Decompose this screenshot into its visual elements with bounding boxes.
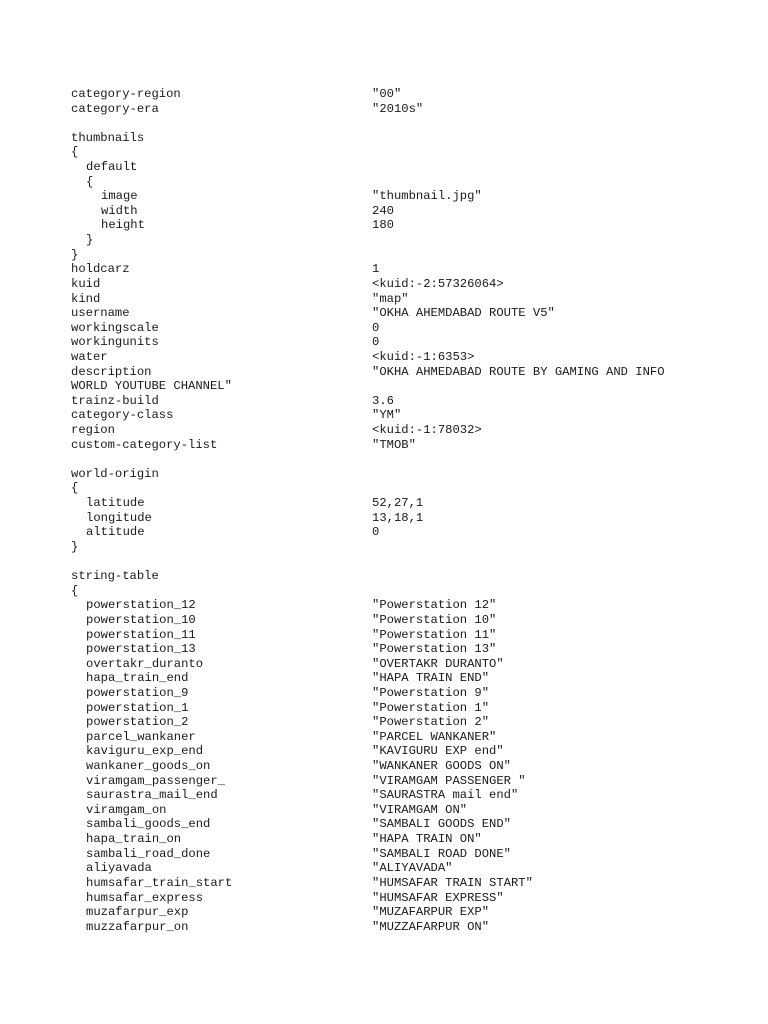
config-value: "00" bbox=[372, 87, 402, 101]
config-line bbox=[71, 467, 751, 482]
config-line bbox=[71, 102, 751, 117]
config-line bbox=[71, 452, 751, 467]
config-value: "HAPA TRAIN END" bbox=[372, 671, 490, 686]
config-key: hapa_train_end bbox=[86, 671, 189, 686]
config-key: WORLD YOUTUBE CHANNEL" bbox=[71, 379, 232, 394]
config-key: region bbox=[71, 423, 115, 438]
config-key: powerstation_10 bbox=[86, 612, 196, 627]
config-value: "OKHA AHMEDABAD ROUTE BY GAMING AND INFO bbox=[372, 364, 665, 379]
config-key: hapa_train_on bbox=[86, 832, 182, 847]
config-key: holdcarz bbox=[71, 262, 130, 277]
config-key: sambali_goods_end bbox=[86, 817, 211, 832]
config-value: 0 bbox=[372, 335, 380, 350]
config-value: "2010s" bbox=[372, 101, 424, 116]
config-line bbox=[71, 306, 751, 321]
config-key: category-era bbox=[71, 101, 159, 116]
config-key: category-region bbox=[71, 87, 181, 101]
config-key: default bbox=[86, 160, 138, 175]
config-key: humsafar_express bbox=[86, 890, 204, 905]
config-line bbox=[71, 145, 751, 160]
config-line bbox=[71, 759, 751, 774]
config-line bbox=[71, 920, 751, 935]
config-value: 13,18,1 bbox=[372, 510, 424, 525]
config-value: "Powerstation 13" bbox=[372, 642, 497, 657]
config-key: altitude bbox=[86, 525, 145, 540]
config-key: saurastra_mail_end bbox=[86, 788, 218, 803]
config-key: kind bbox=[71, 291, 101, 306]
config-value: "TMOB" bbox=[372, 437, 416, 452]
config-key: { bbox=[86, 174, 94, 189]
config-value: <kuid:-2:57326064> bbox=[372, 276, 504, 291]
config-key: workingunits bbox=[71, 335, 159, 350]
config-line bbox=[71, 555, 751, 570]
config-line bbox=[71, 671, 751, 686]
config-value: "Powerstation 9" bbox=[372, 685, 490, 700]
config-line bbox=[71, 832, 751, 847]
config-line bbox=[71, 350, 751, 365]
config-key: height bbox=[101, 218, 145, 233]
config-value: 0 bbox=[372, 525, 380, 540]
config-key: image bbox=[101, 189, 138, 204]
config-line bbox=[71, 423, 751, 438]
config-value: 3.6 bbox=[372, 393, 394, 408]
config-key: { bbox=[71, 583, 79, 598]
config-key: width bbox=[101, 203, 138, 218]
config-line bbox=[71, 204, 751, 219]
config-line bbox=[71, 189, 751, 204]
config-value: "Powerstation 11" bbox=[372, 627, 497, 642]
config-line bbox=[71, 160, 751, 175]
config-key: humsafar_train_start bbox=[86, 875, 233, 890]
config-value: "Powerstation 1" bbox=[372, 700, 490, 715]
config-line bbox=[71, 292, 751, 307]
config-key: latitude bbox=[86, 496, 145, 511]
config-value: <kuid:-1:6353> bbox=[372, 349, 475, 364]
config-line bbox=[71, 715, 751, 730]
config-key: thumbnails bbox=[71, 130, 145, 145]
config-value: "Powerstation 12" bbox=[372, 598, 497, 613]
config-key: kaviguru_exp_end bbox=[86, 744, 204, 759]
config-key: viramgam_on bbox=[86, 802, 167, 817]
config-line bbox=[71, 569, 751, 584]
config-line bbox=[71, 365, 751, 380]
config-line bbox=[71, 642, 751, 657]
config-value: "OVERTAKR DURANTO" bbox=[372, 656, 504, 671]
config-key: workingscale bbox=[71, 320, 159, 335]
config-key: viramgam_passenger_ bbox=[86, 773, 225, 788]
config-line bbox=[71, 861, 751, 876]
config-line bbox=[71, 379, 751, 394]
config-value: "OKHA AHEMDABAD ROUTE V5" bbox=[372, 306, 555, 321]
config-line bbox=[71, 394, 751, 409]
config-line bbox=[71, 262, 751, 277]
config-value: "Powerstation 10" bbox=[372, 612, 497, 627]
config-key: custom-category-list bbox=[71, 437, 218, 452]
config-line bbox=[71, 847, 751, 862]
config-value: "MUZZAFARPUR ON" bbox=[372, 919, 490, 934]
config-line bbox=[71, 598, 751, 613]
config-key: } bbox=[71, 539, 79, 554]
config-key: aliyavada bbox=[86, 861, 152, 876]
config-value: "HAPA TRAIN ON" bbox=[372, 832, 482, 847]
config-line bbox=[71, 744, 751, 759]
config-value: "WANKANER GOODS ON" bbox=[372, 759, 511, 774]
config-key: powerstation_1 bbox=[86, 700, 189, 715]
config-key: wankaner_goods_on bbox=[86, 759, 211, 774]
config-key: { bbox=[71, 481, 79, 496]
config-value: "SAMBALI GOODS END" bbox=[372, 817, 511, 832]
config-line bbox=[71, 525, 751, 540]
config-line bbox=[71, 233, 751, 248]
config-line bbox=[71, 218, 751, 233]
config-value: "SAMBALI ROAD DONE" bbox=[372, 846, 511, 861]
config-text-body bbox=[71, 87, 751, 934]
config-key: overtakr_duranto bbox=[86, 656, 204, 671]
config-line bbox=[71, 248, 751, 263]
config-key: { bbox=[71, 145, 79, 160]
config-key: powerstation_2 bbox=[86, 715, 189, 730]
config-line bbox=[71, 131, 751, 146]
config-line bbox=[71, 438, 751, 453]
config-value: "thumbnail.jpg" bbox=[372, 189, 482, 204]
config-line bbox=[71, 335, 751, 350]
config-value: "YM" bbox=[372, 408, 402, 423]
config-line bbox=[71, 701, 751, 716]
config-line bbox=[71, 774, 751, 789]
config-line bbox=[71, 175, 751, 190]
config-line bbox=[71, 496, 751, 511]
config-key: longitude bbox=[86, 510, 152, 525]
config-key: username bbox=[71, 306, 130, 321]
config-key: powerstation_9 bbox=[86, 685, 189, 700]
config-key: muzzafarpur_on bbox=[86, 919, 189, 934]
config-key: description bbox=[71, 364, 152, 379]
config-line bbox=[71, 481, 751, 496]
config-line bbox=[71, 408, 751, 423]
config-line bbox=[71, 788, 751, 803]
config-line bbox=[71, 686, 751, 701]
config-line bbox=[71, 613, 751, 628]
config-value: "SAURASTRA mail end" bbox=[372, 788, 519, 803]
config-key: water bbox=[71, 349, 108, 364]
config-line bbox=[71, 905, 751, 920]
config-key: sambali_road_done bbox=[86, 846, 211, 861]
config-line bbox=[71, 817, 751, 832]
config-line bbox=[71, 891, 751, 906]
config-line bbox=[71, 277, 751, 292]
config-key: kuid bbox=[71, 276, 101, 291]
config-value: "map" bbox=[372, 291, 409, 306]
config-value: "HUMSAFAR EXPRESS" bbox=[372, 890, 504, 905]
config-line bbox=[71, 628, 751, 643]
config-key: } bbox=[71, 247, 79, 262]
config-key: trainz-build bbox=[71, 393, 159, 408]
config-key: parcel_wankaner bbox=[86, 729, 196, 744]
config-value: "PARCEL WANKANER" bbox=[372, 729, 497, 744]
config-key: muzafarpur_exp bbox=[86, 905, 189, 920]
config-line bbox=[71, 876, 751, 891]
config-value: "VIRAMGAM ON" bbox=[372, 802, 468, 817]
config-line bbox=[71, 730, 751, 745]
config-key: } bbox=[86, 233, 94, 248]
config-line bbox=[71, 540, 751, 555]
config-key: powerstation_12 bbox=[86, 598, 196, 613]
config-value: 52,27,1 bbox=[372, 496, 424, 511]
config-value: "ALIYAVADA" bbox=[372, 861, 453, 876]
config-value: "Powerstation 2" bbox=[372, 715, 490, 730]
config-value: 0 bbox=[372, 320, 380, 335]
config-value: <kuid:-1:78032> bbox=[372, 423, 482, 438]
config-line bbox=[71, 803, 751, 818]
config-line bbox=[71, 511, 751, 526]
config-line bbox=[71, 584, 751, 599]
config-key: powerstation_11 bbox=[86, 627, 196, 642]
config-line bbox=[71, 657, 751, 672]
config-key: string-table bbox=[71, 569, 159, 584]
config-value: "HUMSAFAR TRAIN START" bbox=[372, 875, 533, 890]
config-value: "MUZAFARPUR EXP" bbox=[372, 905, 490, 920]
config-line bbox=[71, 116, 751, 131]
config-key: world-origin bbox=[71, 466, 159, 481]
config-key: category-class bbox=[71, 408, 174, 423]
config-value: 180 bbox=[372, 218, 394, 233]
config-value: "KAVIGURU EXP end" bbox=[372, 744, 504, 759]
config-value: "VIRAMGAM PASSENGER " bbox=[372, 773, 526, 788]
config-line bbox=[71, 87, 751, 102]
config-value: 1 bbox=[372, 262, 380, 277]
config-key: powerstation_13 bbox=[86, 642, 196, 657]
config-line bbox=[71, 321, 751, 336]
config-value: 240 bbox=[372, 203, 394, 218]
